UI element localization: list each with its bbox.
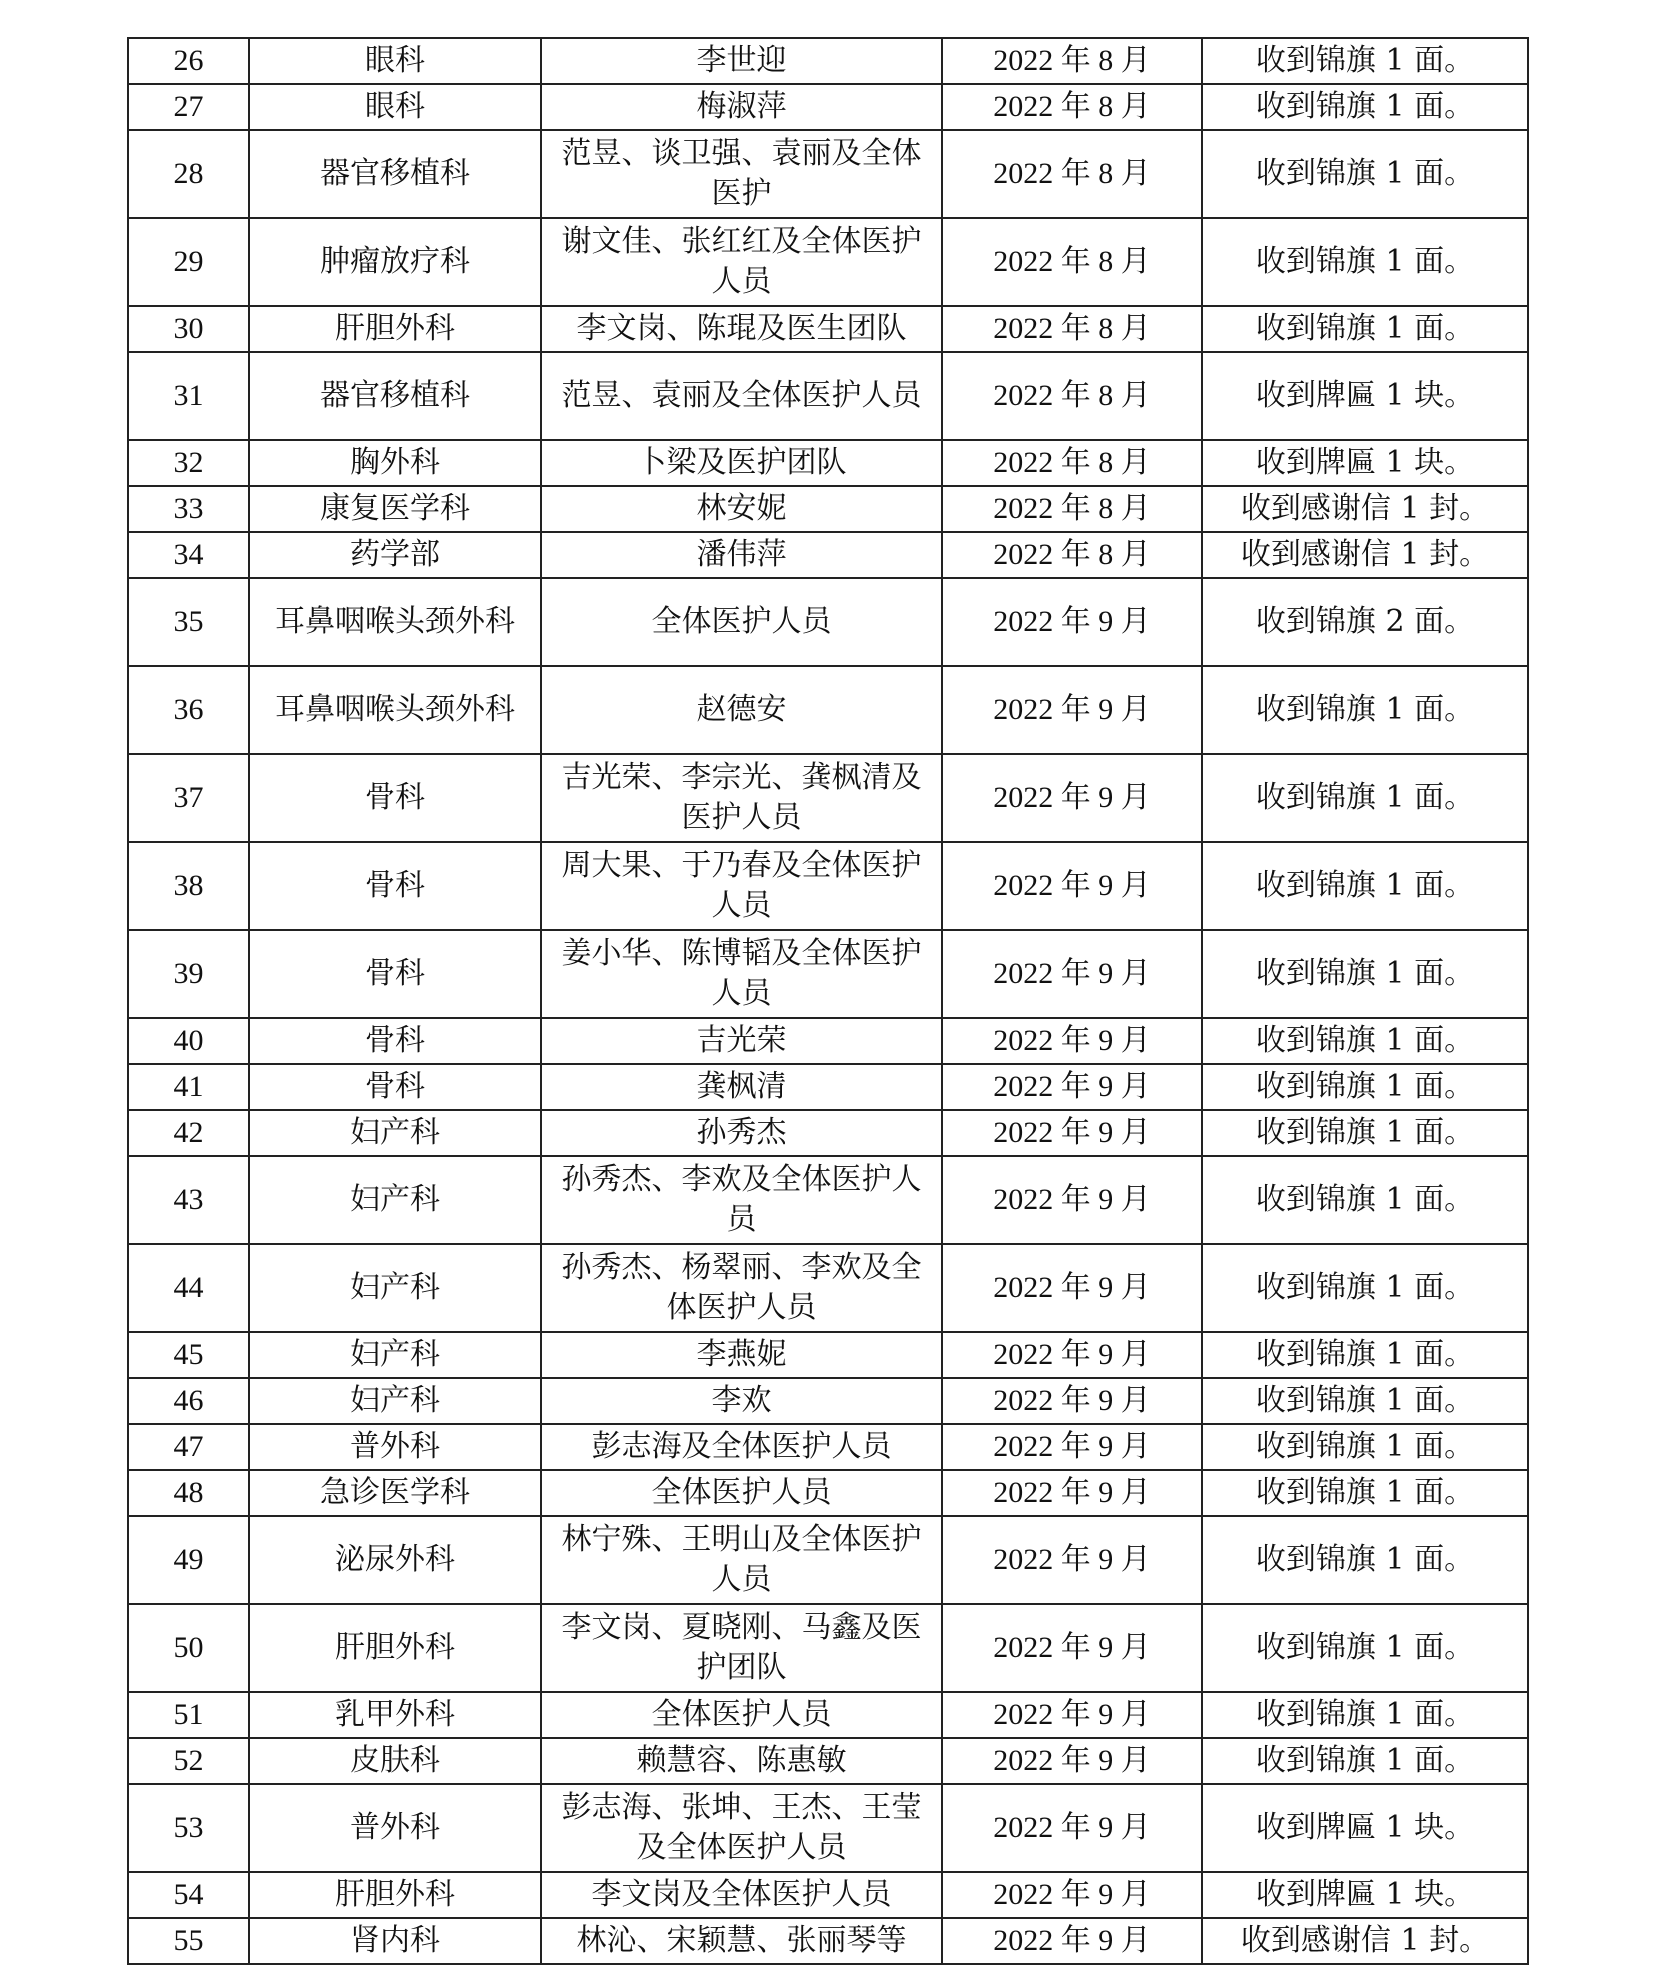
note-cell: 收到锦旗 1 面。 — [1202, 130, 1528, 218]
date-cell: 2022 年 9 月 — [942, 754, 1202, 842]
row-number-cell: 40 — [128, 1018, 249, 1064]
staff-cell: 李世迎 — [541, 38, 942, 84]
department-cell: 妇产科 — [249, 1110, 541, 1156]
row-number-cell: 45 — [128, 1332, 249, 1378]
table-row — [128, 1918, 1528, 1964]
department-cell: 妇产科 — [249, 1332, 541, 1378]
department-cell: 皮肤科 — [249, 1738, 541, 1784]
note-cell: 收到感谢信 1 封。 — [1202, 532, 1528, 578]
staff-cell: 李欢 — [541, 1378, 942, 1424]
note-cell: 收到感谢信 1 封。 — [1202, 486, 1528, 532]
department-cell: 器官移植科 — [249, 352, 541, 440]
department-cell: 普外科 — [249, 1424, 541, 1470]
note-cell: 收到锦旗 1 面。 — [1202, 306, 1528, 352]
department-cell: 耳鼻咽喉头颈外科 — [249, 578, 541, 666]
date-cell: 2022 年 8 月 — [942, 440, 1202, 486]
row-number-cell: 30 — [128, 306, 249, 352]
staff-cell: 吉光荣 — [541, 1018, 942, 1064]
date-cell: 2022 年 8 月 — [942, 532, 1202, 578]
row-number-cell: 49 — [128, 1516, 249, 1604]
staff-cell: 卜梁及医护团队 — [541, 440, 942, 486]
table-body — [128, 38, 1528, 1964]
staff-cell: 孙秀杰、李欢及全体医护人员 — [541, 1156, 942, 1244]
row-number-cell: 55 — [128, 1918, 249, 1964]
staff-cell: 林沁、宋颖慧、张丽琴等 — [541, 1918, 942, 1964]
date-cell: 2022 年 9 月 — [942, 842, 1202, 930]
date-cell: 2022 年 8 月 — [942, 218, 1202, 306]
staff-cell: 李文岗、陈琨及医生团队 — [541, 306, 942, 352]
date-cell: 2022 年 8 月 — [942, 38, 1202, 84]
table-row — [128, 84, 1528, 130]
row-number-cell: 37 — [128, 754, 249, 842]
note-cell: 收到锦旗 1 面。 — [1202, 38, 1528, 84]
row-number-cell: 43 — [128, 1156, 249, 1244]
row-number-cell: 39 — [128, 930, 249, 1018]
note-cell: 收到锦旗 1 面。 — [1202, 1064, 1528, 1110]
row-number-cell: 31 — [128, 352, 249, 440]
row-number-cell: 38 — [128, 842, 249, 930]
note-cell: 收到锦旗 1 面。 — [1202, 1378, 1528, 1424]
table-row — [128, 1516, 1528, 1604]
department-cell: 肝胆外科 — [249, 306, 541, 352]
staff-cell: 林宁殊、王明山及全体医护人员 — [541, 1516, 942, 1604]
row-number-cell: 41 — [128, 1064, 249, 1110]
row-number-cell: 52 — [128, 1738, 249, 1784]
department-cell: 骨科 — [249, 930, 541, 1018]
staff-cell: 范昱、谈卫强、袁丽及全体医护 — [541, 130, 942, 218]
table-row — [128, 930, 1528, 1018]
date-cell: 2022 年 8 月 — [942, 306, 1202, 352]
staff-cell: 林安妮 — [541, 486, 942, 532]
staff-cell: 姜小华、陈博韬及全体医护人员 — [541, 930, 942, 1018]
date-cell: 2022 年 9 月 — [942, 666, 1202, 754]
table-row — [128, 1156, 1528, 1244]
row-number-cell: 53 — [128, 1784, 249, 1872]
note-cell: 收到锦旗 1 面。 — [1202, 1424, 1528, 1470]
date-cell: 2022 年 9 月 — [942, 1156, 1202, 1244]
note-cell: 收到锦旗 1 面。 — [1202, 1738, 1528, 1784]
date-cell: 2022 年 9 月 — [942, 1738, 1202, 1784]
date-cell: 2022 年 9 月 — [942, 930, 1202, 1018]
row-number-cell: 42 — [128, 1110, 249, 1156]
department-cell: 妇产科 — [249, 1156, 541, 1244]
date-cell: 2022 年 9 月 — [942, 1872, 1202, 1918]
note-cell: 收到牌匾 1 块。 — [1202, 440, 1528, 486]
table-row — [128, 1064, 1528, 1110]
staff-cell: 彭志海、张坤、王杰、王莹及全体医护人员 — [541, 1784, 942, 1872]
date-cell: 2022 年 8 月 — [942, 84, 1202, 130]
department-cell: 急诊医学科 — [249, 1470, 541, 1516]
note-cell: 收到锦旗 1 面。 — [1202, 754, 1528, 842]
department-cell: 眼科 — [249, 38, 541, 84]
row-number-cell: 33 — [128, 486, 249, 532]
date-cell: 2022 年 8 月 — [942, 130, 1202, 218]
staff-cell: 吉光荣、李宗光、龚枫清及医护人员 — [541, 754, 942, 842]
date-cell: 2022 年 9 月 — [942, 578, 1202, 666]
table-row — [128, 306, 1528, 352]
note-cell: 收到锦旗 1 面。 — [1202, 1604, 1528, 1692]
date-cell: 2022 年 9 月 — [942, 1110, 1202, 1156]
staff-cell: 李文岗、夏晓刚、马鑫及医护团队 — [541, 1604, 942, 1692]
row-number-cell: 36 — [128, 666, 249, 754]
commendation-table — [127, 37, 1529, 1965]
date-cell: 2022 年 9 月 — [942, 1692, 1202, 1738]
department-cell: 肝胆外科 — [249, 1872, 541, 1918]
table-row — [128, 1784, 1528, 1872]
note-cell: 收到锦旗 1 面。 — [1202, 1156, 1528, 1244]
row-number-cell: 46 — [128, 1378, 249, 1424]
table-row — [128, 1738, 1528, 1784]
staff-cell: 彭志海及全体医护人员 — [541, 1424, 942, 1470]
note-cell: 收到锦旗 1 面。 — [1202, 842, 1528, 930]
table-row — [128, 1018, 1528, 1064]
table-row — [128, 666, 1528, 754]
note-cell: 收到锦旗 1 面。 — [1202, 666, 1528, 754]
table-row — [128, 1872, 1528, 1918]
row-number-cell: 27 — [128, 84, 249, 130]
note-cell: 收到牌匾 1 块。 — [1202, 1872, 1528, 1918]
note-cell: 收到锦旗 1 面。 — [1202, 1516, 1528, 1604]
row-number-cell: 29 — [128, 218, 249, 306]
staff-cell: 全体医护人员 — [541, 1692, 942, 1738]
table-row — [128, 578, 1528, 666]
row-number-cell: 50 — [128, 1604, 249, 1692]
table-row — [128, 842, 1528, 930]
department-cell: 泌尿外科 — [249, 1516, 541, 1604]
department-cell: 肾内科 — [249, 1918, 541, 1964]
note-cell: 收到锦旗 1 面。 — [1202, 1110, 1528, 1156]
department-cell: 器官移植科 — [249, 130, 541, 218]
table-row — [128, 1110, 1528, 1156]
date-cell: 2022 年 9 月 — [942, 1516, 1202, 1604]
table-row — [128, 486, 1528, 532]
staff-cell: 潘伟萍 — [541, 532, 942, 578]
date-cell: 2022 年 9 月 — [942, 1424, 1202, 1470]
date-cell: 2022 年 8 月 — [942, 486, 1202, 532]
department-cell: 肿瘤放疗科 — [249, 218, 541, 306]
row-number-cell: 35 — [128, 578, 249, 666]
table-row — [128, 1604, 1528, 1692]
department-cell: 耳鼻咽喉头颈外科 — [249, 666, 541, 754]
staff-cell: 全体医护人员 — [541, 1470, 942, 1516]
note-cell: 收到锦旗 1 面。 — [1202, 1018, 1528, 1064]
date-cell: 2022 年 9 月 — [942, 1064, 1202, 1110]
table-row — [128, 130, 1528, 218]
staff-cell: 赵德安 — [541, 666, 942, 754]
row-number-cell: 44 — [128, 1244, 249, 1332]
row-number-cell: 34 — [128, 532, 249, 578]
date-cell: 2022 年 9 月 — [942, 1378, 1202, 1424]
note-cell: 收到感谢信 1 封。 — [1202, 1918, 1528, 1964]
date-cell: 2022 年 9 月 — [942, 1244, 1202, 1332]
department-cell: 骨科 — [249, 754, 541, 842]
staff-cell: 孙秀杰、杨翠丽、李欢及全体医护人员 — [541, 1244, 942, 1332]
row-number-cell: 51 — [128, 1692, 249, 1738]
table-row — [128, 440, 1528, 486]
staff-cell: 龚枫清 — [541, 1064, 942, 1110]
department-cell: 药学部 — [249, 532, 541, 578]
note-cell: 收到锦旗 1 面。 — [1202, 1332, 1528, 1378]
note-cell: 收到锦旗 1 面。 — [1202, 84, 1528, 130]
note-cell: 收到牌匾 1 块。 — [1202, 352, 1528, 440]
note-cell: 收到锦旗 1 面。 — [1202, 1244, 1528, 1332]
date-cell: 2022 年 9 月 — [942, 1784, 1202, 1872]
table-row — [128, 1424, 1528, 1470]
date-cell: 2022 年 9 月 — [942, 1604, 1202, 1692]
note-cell: 收到锦旗 1 面。 — [1202, 218, 1528, 306]
table-row — [128, 532, 1528, 578]
note-cell: 收到牌匾 1 块。 — [1202, 1784, 1528, 1872]
staff-cell: 孙秀杰 — [541, 1110, 942, 1156]
department-cell: 骨科 — [249, 1064, 541, 1110]
row-number-cell: 28 — [128, 130, 249, 218]
row-number-cell: 54 — [128, 1872, 249, 1918]
table-row — [128, 754, 1528, 842]
table-row — [128, 1692, 1528, 1738]
table-row — [128, 1378, 1528, 1424]
department-cell: 骨科 — [249, 1018, 541, 1064]
table-row — [128, 38, 1528, 84]
department-cell: 乳甲外科 — [249, 1692, 541, 1738]
staff-cell: 李文岗及全体医护人员 — [541, 1872, 942, 1918]
department-cell: 康复医学科 — [249, 486, 541, 532]
staff-cell: 全体医护人员 — [541, 578, 942, 666]
table-row — [128, 1470, 1528, 1516]
department-cell: 眼科 — [249, 84, 541, 130]
department-cell: 胸外科 — [249, 440, 541, 486]
date-cell: 2022 年 9 月 — [942, 1470, 1202, 1516]
table-row — [128, 218, 1528, 306]
table-row — [128, 1244, 1528, 1332]
date-cell: 2022 年 9 月 — [942, 1332, 1202, 1378]
note-cell: 收到锦旗 1 面。 — [1202, 1470, 1528, 1516]
date-cell: 2022 年 9 月 — [942, 1018, 1202, 1064]
date-cell: 2022 年 8 月 — [942, 352, 1202, 440]
note-cell: 收到锦旗 2 面。 — [1202, 578, 1528, 666]
department-cell: 普外科 — [249, 1784, 541, 1872]
date-cell: 2022 年 9 月 — [942, 1918, 1202, 1964]
staff-cell: 范昱、袁丽及全体医护人员 — [541, 352, 942, 440]
table-row — [128, 1332, 1528, 1378]
row-number-cell: 48 — [128, 1470, 249, 1516]
row-number-cell: 47 — [128, 1424, 249, 1470]
staff-cell: 周大果、于乃春及全体医护人员 — [541, 842, 942, 930]
department-cell: 肝胆外科 — [249, 1604, 541, 1692]
row-number-cell: 26 — [128, 38, 249, 84]
department-cell: 妇产科 — [249, 1244, 541, 1332]
staff-cell: 李燕妮 — [541, 1332, 942, 1378]
staff-cell: 梅淑萍 — [541, 84, 942, 130]
note-cell: 收到锦旗 1 面。 — [1202, 930, 1528, 1018]
table-row — [128, 352, 1528, 440]
department-cell: 妇产科 — [249, 1378, 541, 1424]
staff-cell: 赖慧容、陈惠敏 — [541, 1738, 942, 1784]
department-cell: 骨科 — [249, 842, 541, 930]
row-number-cell: 32 — [128, 440, 249, 486]
note-cell: 收到锦旗 1 面。 — [1202, 1692, 1528, 1738]
staff-cell: 谢文佳、张红红及全体医护人员 — [541, 218, 942, 306]
